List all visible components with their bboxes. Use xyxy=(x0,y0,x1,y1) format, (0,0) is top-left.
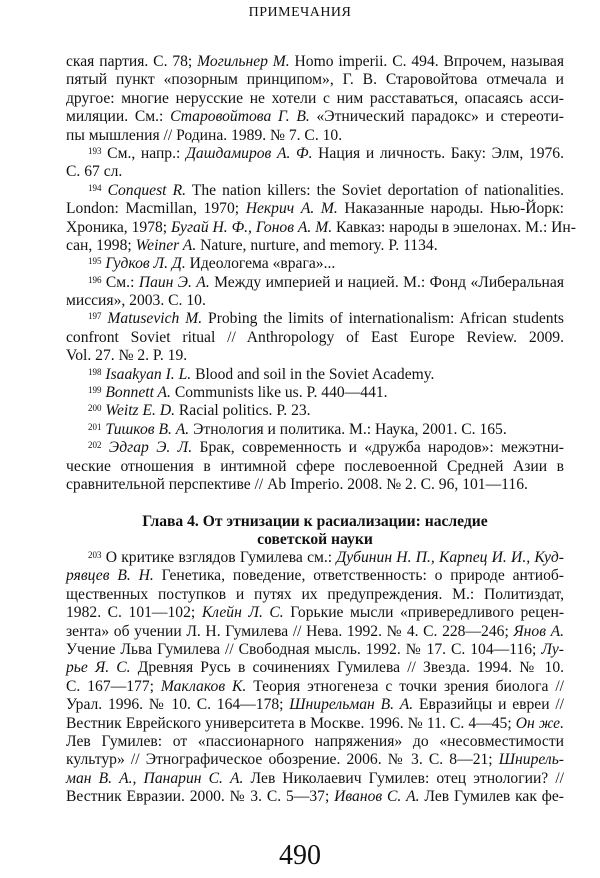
text-line xyxy=(66,696,564,714)
footnote-number: 202 xyxy=(88,440,102,451)
text-segment: Кавказ: народы в эшелонах. М.: Ин- xyxy=(332,218,576,236)
text-segment: Нация и личность. Баку: Элм, 1976. xyxy=(312,144,565,162)
text-line xyxy=(66,659,564,677)
text-segment: сравнительной перспективе // Ab Imperio. 2008. № 2. С. 96, 101—116. xyxy=(66,475,528,493)
text-line xyxy=(66,329,564,347)
footnote-number: 194 xyxy=(88,182,102,193)
text-segment: См.: xyxy=(105,273,139,291)
italic-citation: Лу- xyxy=(541,640,564,658)
footnote-number: 193 xyxy=(88,145,102,156)
italic-citation: Дашдамиров А. Ф. xyxy=(186,144,313,162)
text-segment: зента» об учении Л. Н. Гумилева // Нева. 1992. № 4. С. 228—246; xyxy=(66,622,514,640)
text-segment: С. 167—177; xyxy=(66,677,161,695)
text-segment: С. 67 сл. xyxy=(66,163,123,181)
text-segment: Vol. 27. № 2. P. 19. xyxy=(66,347,188,365)
text-line xyxy=(66,586,564,604)
italic-citation: Эдгар Э. Л. xyxy=(108,439,193,457)
italic-citation: Matusevich M. xyxy=(107,310,203,328)
footnote-start-line xyxy=(66,182,564,200)
text-line xyxy=(66,751,564,769)
text-segment: щественных поступков и путях их предупреждения. М.: Политиздат, xyxy=(66,585,564,603)
text-line xyxy=(66,200,564,218)
text-line xyxy=(66,53,564,71)
text-segment: пятый пункт «позорным принципом», Г. В. Старовойтова отмечала и xyxy=(66,71,564,89)
text-line xyxy=(66,678,564,696)
text-segment: другое: многие нерусские не хотели с ним расставаться, опасаясь асси- xyxy=(66,89,564,107)
italic-citation: Тишков В. А. xyxy=(105,420,190,438)
text-line xyxy=(66,127,564,145)
text-segment: London: Macmillan, 1970; xyxy=(66,200,246,218)
text-segment: Брак, современность и «дружба народов»: межэтни- xyxy=(192,439,564,457)
text-segment: Между империей и нацией. М.: Фонд «Либеральная xyxy=(209,273,564,291)
text-line xyxy=(66,218,576,237)
text-segment: сан, 1998; xyxy=(66,236,136,254)
text-segment: Racial politics. P. 23. xyxy=(175,402,311,420)
text-segment: пы мышления // Родина. 1989. № 7. С. 10. xyxy=(66,126,343,144)
italic-citation: Некрич А. М. xyxy=(245,200,338,218)
text-segment: Этнология и политика. М.: Наука, 2001. С. 165. xyxy=(189,420,507,438)
footnote-number: 199 xyxy=(88,385,102,396)
text-line xyxy=(66,623,564,641)
italic-citation: Могильнер М. xyxy=(197,53,290,70)
notes-block-2 xyxy=(66,549,564,806)
text-segment: миссия», 2003. С. 10. xyxy=(66,292,206,310)
text-line xyxy=(66,108,564,126)
footnote-start-line xyxy=(66,421,564,439)
text-segment: культур» // Этнографическое обозрение. 2006. № 3. С. 8—21; xyxy=(66,751,499,769)
chapter-heading-line: Глава 4. От этнизации к расиализации: наследие xyxy=(142,513,488,530)
text-line xyxy=(66,641,564,659)
italic-citation: Клейн Л. С. xyxy=(201,604,284,622)
italic-citation: Дубинин Н. П., Карпец И. И., Куд- xyxy=(336,549,564,566)
text-segment: 1982. С. 101—102; xyxy=(66,604,202,622)
text-segment: См., напр.: xyxy=(107,144,187,162)
footnote-number: 196 xyxy=(88,274,102,285)
text-line xyxy=(66,71,564,89)
text-segment: Наказанные народы. Нью-Йорк: xyxy=(337,200,564,218)
text-line xyxy=(66,90,564,108)
text-segment: Вестник Евразии. 2000. № 3. С. 5—37; xyxy=(66,788,335,806)
text-line xyxy=(66,237,564,255)
footnote-number: 201 xyxy=(88,421,102,432)
text-segment: Homo imperii. С. 494. Впрочем, называя xyxy=(289,53,564,70)
text-segment: Генетика, поведение, ответственность: о природе антиоб- xyxy=(153,567,564,585)
italic-citation: рье Я. С. xyxy=(66,659,131,677)
running-header: ПРИМЕЧАНИЯ xyxy=(248,5,352,20)
chapter-heading xyxy=(66,513,564,550)
italic-citation: Старовойтова Г. В. xyxy=(170,108,310,126)
footnote-start-line xyxy=(66,310,564,328)
italic-citation: Гудков Л. Д. xyxy=(105,255,186,273)
text-segment: Communists like us. P. 440—441. xyxy=(170,384,388,402)
text-segment: confront Soviet ritual // Anthropology of East Europe Review. 2009. xyxy=(66,328,564,346)
italic-citation: Weiner A. xyxy=(135,236,197,254)
text-segment: Лев Николаевич Гумилев: отец этнологии? // xyxy=(243,769,564,787)
text-line xyxy=(66,715,564,733)
footnote-start-line xyxy=(66,366,564,384)
footnote-number: 200 xyxy=(88,403,102,414)
text-segment: О критике взглядов Гумилева см.: xyxy=(105,549,337,566)
text-segment: Древняя Русь в сочинениях Гумилева // Звезда. 1994. № 10. xyxy=(130,659,565,677)
footnote-start-line xyxy=(66,274,564,292)
text-line xyxy=(66,347,564,365)
text-segment: Идеологема «врага»... xyxy=(185,255,336,273)
text-line xyxy=(66,567,564,585)
text-segment: Лев Гумилев как фе- xyxy=(419,788,564,806)
italic-citation: Шнирельман В. А. xyxy=(289,696,414,714)
text-segment: миляции. См.: xyxy=(66,108,171,126)
italic-citation: Маклаков К. xyxy=(160,677,247,695)
footnote-start-line xyxy=(66,255,564,273)
italic-citation: Бугай Н. Ф., Гонов А. М. xyxy=(171,218,333,236)
text-segment: Blood and soil in the Soviet Academy. xyxy=(191,365,435,383)
text-line xyxy=(66,770,564,788)
italic-citation: Bonnett A. xyxy=(105,384,171,402)
text-segment: The nation killers: the Soviet deportation of nationalities. xyxy=(186,181,564,199)
italic-citation: Янов А. xyxy=(513,622,565,640)
text-segment: ческие отношения в интимной сфере послевоенной Средней Азии в xyxy=(66,457,564,475)
footnote-number: 197 xyxy=(88,311,102,322)
italic-citation: Шнирель- xyxy=(498,751,564,769)
text-segment: Учение Льва Гумилева // Свободная мысль. 1992. № 17. С. 104—116; xyxy=(66,640,542,658)
footnote-start-line xyxy=(66,145,564,163)
italic-citation: ман В. А., Панарин С. А. xyxy=(66,769,244,787)
text-segment: Горькие мысли «привередливого рецен- xyxy=(283,604,565,622)
footnote-start-line xyxy=(66,439,564,457)
text-segment: Лев Гумилев: от «пассионарного напряжения» до «несовместимости xyxy=(66,732,564,750)
text-line xyxy=(66,604,564,622)
text-segment: Хроника, 1978; xyxy=(66,218,172,236)
italic-citation: Иванов С. А. xyxy=(334,788,420,806)
text-line xyxy=(66,733,564,751)
text-line xyxy=(66,788,564,806)
italic-citation: Паин Э. А. xyxy=(138,273,210,291)
text-segment: Nature, nurture, and memory. P. 1134. xyxy=(196,236,438,254)
italic-citation: рявцев В. Н. xyxy=(66,567,154,585)
footnote-number: 203 xyxy=(88,550,102,560)
text-segment: Вестник Еврейского университета в Москве. 1996. № 11. С. 4—45; xyxy=(66,714,516,732)
italic-citation: Conquest R. xyxy=(107,181,187,199)
text-segment: Probing the limits of internationalism: African students xyxy=(202,310,564,328)
footnote-number: 195 xyxy=(88,256,102,267)
footnote-start-line xyxy=(66,549,564,567)
text-line xyxy=(66,163,564,181)
page-number: 490 xyxy=(279,840,321,871)
notes-block-1 xyxy=(66,53,576,494)
footnote-start-line xyxy=(66,384,564,402)
italic-citation: Isaakyan I. L. xyxy=(105,365,192,383)
text-line xyxy=(66,476,564,494)
text-line xyxy=(66,292,564,310)
text-segment: ская партия. С. 78; xyxy=(66,53,198,70)
text-segment: «Этнический парадокс» и стереоти- xyxy=(309,108,564,126)
text-segment: Теория этногенеза с точки зрения биолога // xyxy=(246,677,564,695)
footnote-number: 198 xyxy=(88,366,102,377)
italic-citation: Weitz E. D. xyxy=(105,402,175,420)
text-line xyxy=(66,458,564,476)
italic-citation: Он же. xyxy=(515,714,565,732)
chapter-heading-line: советской науки xyxy=(257,531,373,549)
text-segment: Евразийцы и евреи // xyxy=(413,696,565,714)
text-segment: Урал. 1996. № 10. С. 164—178; xyxy=(66,696,290,714)
footnote-start-line xyxy=(66,402,564,420)
